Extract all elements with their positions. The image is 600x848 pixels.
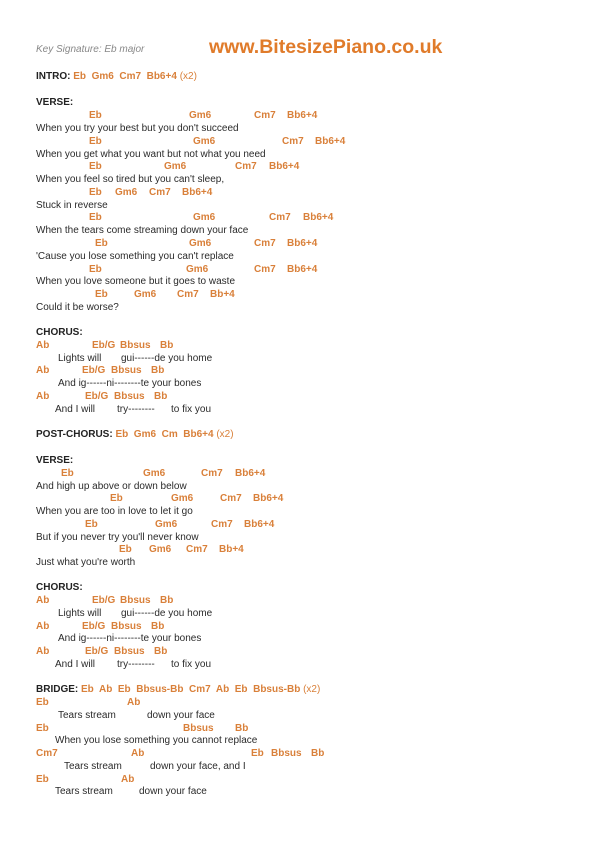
chord: Eb bbox=[95, 289, 108, 300]
chord: Eb bbox=[89, 212, 102, 223]
chord: Bb6+4 bbox=[287, 238, 318, 249]
section-heading bbox=[36, 327, 83, 339]
lyric-text: When the tears come streaming down your face bbox=[36, 225, 249, 236]
chord: Gm6 bbox=[115, 187, 138, 198]
chord: Eb bbox=[78, 684, 97, 695]
section-heading bbox=[36, 429, 234, 441]
chord: Cm7 bbox=[177, 289, 199, 300]
lyric-text: try-------- bbox=[117, 659, 155, 670]
chord: Eb/G bbox=[92, 340, 116, 351]
section-label: VERSE: bbox=[36, 97, 74, 108]
chord: Eb bbox=[61, 468, 74, 479]
chord: Ab bbox=[36, 621, 50, 632]
chord: Gm6 bbox=[143, 468, 166, 479]
chord: Cm7 bbox=[116, 71, 144, 82]
lyric-text: When you feel so tired but you can't sleep, bbox=[36, 174, 225, 185]
chord: Cm7 bbox=[211, 519, 233, 530]
chord: Ab bbox=[36, 340, 50, 351]
chord: Gm6 bbox=[155, 519, 178, 530]
section-heading bbox=[36, 684, 320, 696]
chord: Eb bbox=[95, 238, 108, 249]
chord: Bb+4 bbox=[210, 289, 235, 300]
chord: Cm7 bbox=[235, 161, 257, 172]
section-heading bbox=[36, 71, 197, 83]
chord: Bb6+4 bbox=[244, 519, 275, 530]
repeat-count: (x2) bbox=[179, 71, 197, 82]
lyric-text: down your face bbox=[139, 786, 207, 797]
lyric-text: Tears stream bbox=[58, 710, 116, 721]
lyric-text: gui------de you home bbox=[121, 353, 213, 364]
chord: Eb bbox=[110, 493, 123, 504]
chord: Eb bbox=[231, 684, 251, 695]
chord: Eb bbox=[115, 684, 134, 695]
repeat-count: (x2) bbox=[303, 684, 321, 695]
chord: Ab bbox=[36, 646, 50, 657]
chord: Eb bbox=[89, 161, 102, 172]
chord: Bbsus bbox=[120, 340, 151, 351]
lyric-text: And high up above or down below bbox=[36, 481, 187, 492]
chord: Gm6 bbox=[171, 493, 194, 504]
chord: Cm7 bbox=[282, 136, 304, 147]
lyric-text: Stuck in reverse bbox=[36, 200, 108, 211]
chord: Cm7 bbox=[201, 468, 223, 479]
chord: Eb bbox=[36, 774, 49, 785]
chord: Bb bbox=[154, 646, 168, 657]
lyric-text: 'Cause you lose something you can't replace bbox=[36, 251, 234, 262]
chord: Ab bbox=[96, 684, 116, 695]
section-label: POST-CHORUS: bbox=[36, 429, 113, 440]
chord: Bbsus bbox=[111, 365, 142, 376]
chord: Bbsus bbox=[111, 621, 142, 632]
chord: Eb bbox=[85, 519, 98, 530]
lyric-text: When you try your best but you don't succeed bbox=[36, 123, 239, 134]
chord: Ab bbox=[36, 595, 50, 606]
chord: Gm6 bbox=[149, 544, 172, 555]
lyric-text: And ig------ni--------te your bones bbox=[58, 378, 202, 389]
chord: Bb bbox=[235, 723, 249, 734]
repeat-count: (x2) bbox=[216, 429, 234, 440]
chord: Cm7 bbox=[269, 212, 291, 223]
section-heading bbox=[36, 455, 73, 467]
lyric-text: When you get what you want but not what you need bbox=[36, 149, 266, 160]
chord: Ab bbox=[121, 774, 135, 785]
chord: Bb bbox=[151, 621, 165, 632]
chord: Gm6 bbox=[186, 264, 209, 275]
chord: Cm7 bbox=[254, 264, 276, 275]
lyric-text: Lights will bbox=[58, 608, 102, 619]
chord: Eb/G bbox=[85, 391, 109, 402]
chord: Bb6+4 bbox=[180, 429, 217, 440]
chord: Gm6 bbox=[193, 136, 216, 147]
chord: Eb/G bbox=[85, 646, 109, 657]
chord: Eb bbox=[89, 264, 102, 275]
section-label: CHORUS: bbox=[36, 327, 83, 338]
chord: Ab bbox=[213, 684, 232, 695]
lyric-text: Tears stream bbox=[55, 786, 113, 797]
chord: Gm6 bbox=[164, 161, 187, 172]
chord: Eb/G bbox=[82, 621, 106, 632]
chord: Eb bbox=[119, 544, 132, 555]
chord: Bb6+4 bbox=[287, 110, 318, 121]
chord: Bb bbox=[154, 391, 168, 402]
section-label: VERSE: bbox=[36, 455, 74, 466]
lyric-text: When you love someone but it goes to waste bbox=[36, 276, 236, 287]
chord: Cm7 bbox=[36, 748, 58, 759]
chord: Cm7 bbox=[186, 684, 214, 695]
chord: Cm7 bbox=[186, 544, 208, 555]
chord: Bb bbox=[160, 340, 174, 351]
chord: Eb bbox=[70, 71, 89, 82]
lyric-text: down your face, and I bbox=[150, 761, 246, 772]
chord: Cm bbox=[158, 429, 181, 440]
chord: Bb6+4 bbox=[287, 264, 318, 275]
chord: Bbsus bbox=[114, 391, 145, 402]
lyric-text: Tears stream bbox=[64, 761, 122, 772]
chord: Bb6+4 bbox=[315, 136, 346, 147]
section-heading bbox=[36, 582, 83, 594]
lyric-text: Lights will bbox=[58, 353, 102, 364]
chord: Bbsus-Bb bbox=[250, 684, 304, 695]
chord: Eb/G bbox=[92, 595, 116, 606]
section-heading bbox=[36, 97, 73, 109]
chord: Gm6 bbox=[134, 289, 157, 300]
lyric-text: try-------- bbox=[117, 404, 155, 415]
chord: Eb bbox=[36, 697, 49, 708]
lyric-text: to fix you bbox=[171, 659, 212, 670]
lyric-text: Just what you're worth bbox=[36, 557, 136, 568]
chord: Ab bbox=[36, 365, 50, 376]
chord: Ab bbox=[36, 391, 50, 402]
chord: Bb6+4 bbox=[182, 187, 213, 198]
chord: Bb6+4 bbox=[235, 468, 266, 479]
chord: Ab bbox=[127, 697, 141, 708]
lyric-text: When you are too in love to let it go bbox=[36, 506, 193, 517]
key-signature: Key Signature: Eb major bbox=[36, 44, 145, 55]
chord: Cm7 bbox=[149, 187, 171, 198]
chord: Bb bbox=[160, 595, 174, 606]
chord: Bbsus bbox=[120, 595, 151, 606]
section-label: INTRO: bbox=[36, 71, 71, 82]
chord: Eb bbox=[36, 723, 49, 734]
chord: Eb bbox=[251, 748, 264, 759]
chord: Cm7 bbox=[254, 238, 276, 249]
chord: Cm7 bbox=[254, 110, 276, 121]
chord: Bb6+4 bbox=[303, 212, 334, 223]
chord: Gm6 bbox=[189, 238, 212, 249]
chord: Gm6 bbox=[189, 110, 212, 121]
section-label: BRIDGE: bbox=[36, 684, 79, 695]
lyric-text: down your face bbox=[147, 710, 215, 721]
chord: Eb/G bbox=[82, 365, 106, 376]
chord: Cm7 bbox=[220, 493, 242, 504]
chord: Bb+4 bbox=[219, 544, 244, 555]
chord: Eb bbox=[89, 187, 102, 198]
chord: Bb6+4 bbox=[269, 161, 300, 172]
lyric-text: But if you never try you'll never know bbox=[36, 532, 199, 543]
chord: Bb bbox=[311, 748, 325, 759]
lyric-text: to fix you bbox=[171, 404, 212, 415]
chord: Gm6 bbox=[88, 71, 117, 82]
chord: Bb6+4 bbox=[143, 71, 180, 82]
lyric-text: Could it be worse? bbox=[36, 302, 119, 313]
chord: Eb bbox=[89, 136, 102, 147]
chord: Ab bbox=[131, 748, 145, 759]
chord: Gm6 bbox=[193, 212, 216, 223]
lyric-text: And ig------ni--------te your bones bbox=[58, 633, 202, 644]
site-url: www.BitesizePiano.co.uk bbox=[209, 36, 443, 58]
chord: Bb bbox=[151, 365, 165, 376]
lyric-text: gui------de you home bbox=[121, 608, 213, 619]
chord: Bbsus bbox=[271, 748, 302, 759]
lyric-text: And I will bbox=[55, 404, 96, 415]
lyric-text: When you lose something you cannot replace bbox=[55, 735, 258, 746]
chord: Eb bbox=[112, 429, 132, 440]
chord: Bbsus bbox=[183, 723, 214, 734]
lyric-text: And I will bbox=[55, 659, 96, 670]
section-label: CHORUS: bbox=[36, 582, 83, 593]
chord: Bbsus bbox=[114, 646, 145, 657]
chord: Eb bbox=[89, 110, 102, 121]
chord: Gm6 bbox=[131, 429, 159, 440]
chord: Bbsus-Bb bbox=[133, 684, 187, 695]
chord: Bb6+4 bbox=[253, 493, 284, 504]
